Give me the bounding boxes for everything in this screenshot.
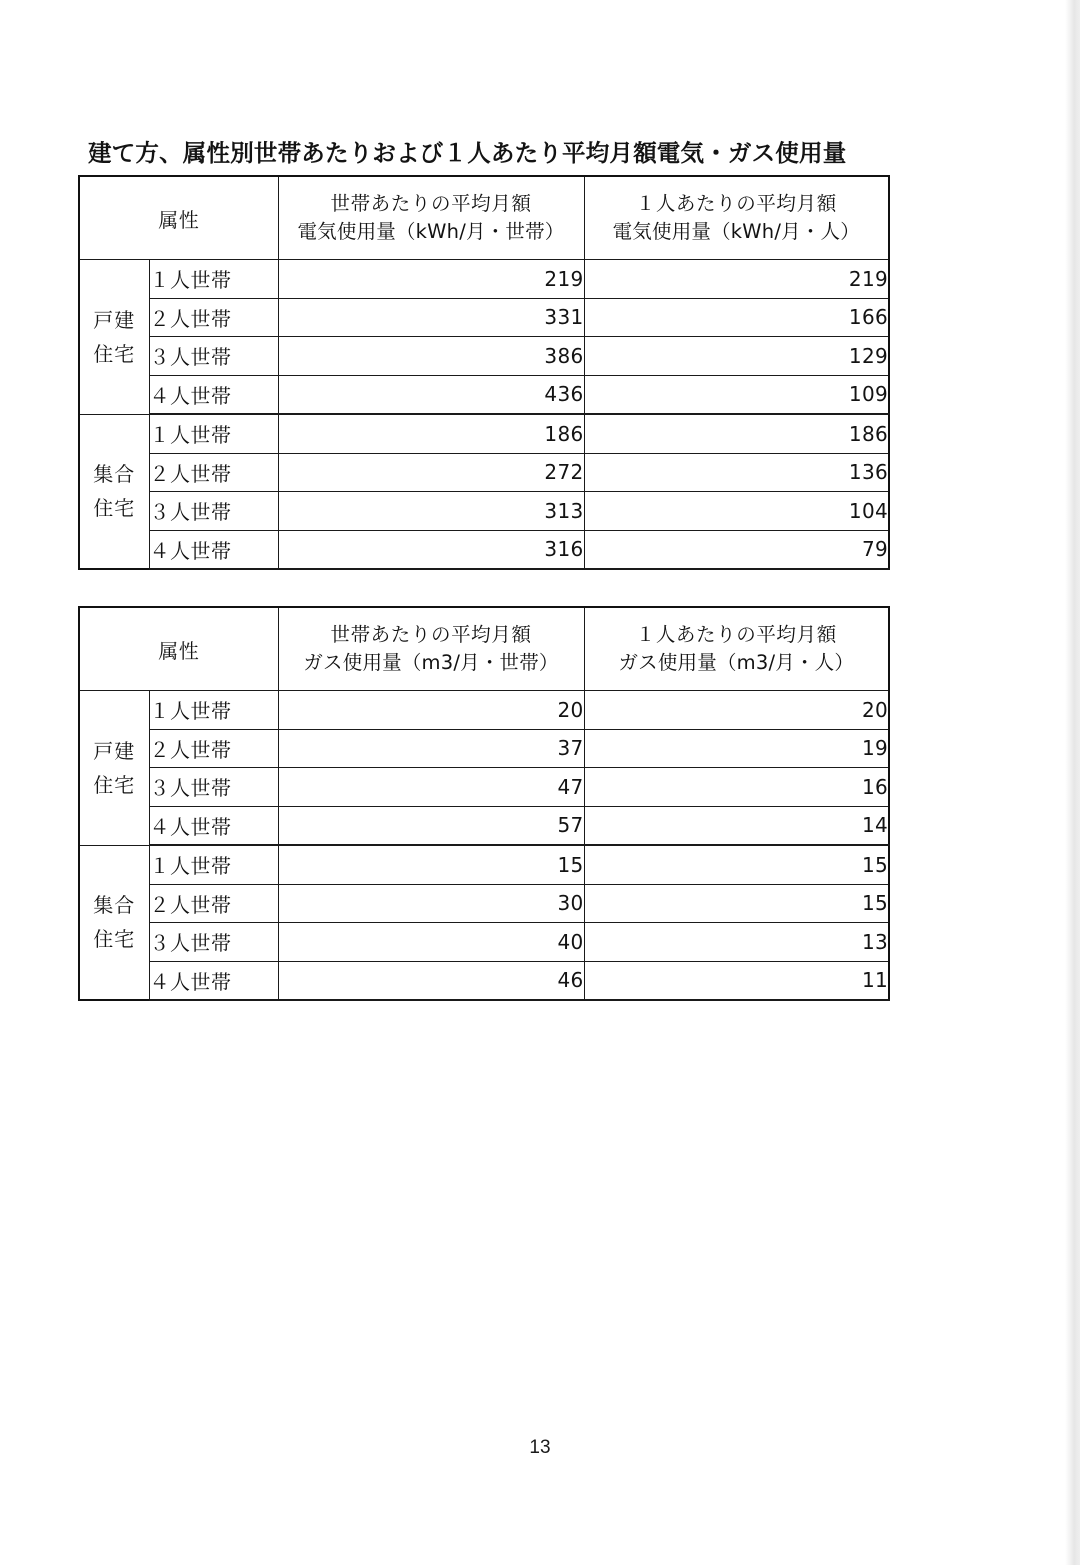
table-header-row (79, 607, 889, 691)
value-per-person: 14 (584, 806, 889, 845)
table-row (79, 961, 889, 1000)
value-per-person: 20 (584, 691, 889, 730)
value-per-household: 30 (278, 884, 584, 923)
value-per-person: 19 (584, 729, 889, 768)
header-per-household (278, 607, 584, 691)
value-per-person: 109 (584, 375, 889, 414)
header-per-person-line1: １人あたりの平均月額 (635, 622, 837, 646)
header-per-person (584, 607, 889, 691)
header-per-household (278, 176, 584, 260)
building-type-label (79, 691, 149, 846)
value-per-household: 20 (278, 691, 584, 730)
header-attribute: 属性 (79, 607, 278, 691)
table-row (79, 375, 889, 414)
building-type-line2: 住宅 (93, 772, 136, 797)
value-per-person: 11 (584, 961, 889, 1000)
value-per-person: 79 (584, 530, 889, 569)
header-attribute: 属性 (79, 176, 278, 260)
value-per-person: 136 (584, 453, 889, 492)
table-row (79, 845, 889, 884)
value-per-household: 386 (278, 337, 584, 376)
building-type-line1: 戸建 (93, 738, 136, 763)
value-per-person: 186 (584, 414, 889, 453)
building-type-line1: 戸建 (93, 307, 136, 332)
value-per-person: 13 (584, 923, 889, 962)
building-type-line1: 集合 (93, 893, 136, 918)
household-size-label: ３人世帯 (149, 492, 278, 531)
household-size-label: ４人世帯 (149, 530, 278, 569)
value-per-household: 57 (278, 806, 584, 845)
table-row (79, 260, 889, 299)
building-type-line1: 集合 (93, 462, 136, 487)
household-size-label: ３人世帯 (149, 923, 278, 962)
header-per-person (584, 176, 889, 260)
value-per-household: 436 (278, 375, 584, 414)
value-per-household: 331 (278, 298, 584, 337)
value-per-household: 40 (278, 923, 584, 962)
building-type-label (79, 845, 149, 1000)
household-size-label: １人世帯 (149, 845, 278, 884)
value-per-person: 15 (584, 884, 889, 923)
header-per-household-line2: ガス使用量（m3/月・世帯） (303, 651, 559, 675)
value-per-person: 15 (584, 845, 889, 884)
household-size-label: ４人世帯 (149, 375, 278, 414)
household-size-label: ３人世帯 (149, 768, 278, 807)
table-row (79, 453, 889, 492)
table-row (79, 884, 889, 923)
page-title: 建て方、属性別世帯あたりおよび１人あたり平均月額電気・ガス使用量 (88, 139, 847, 167)
value-per-household: 47 (278, 768, 584, 807)
value-per-person: 16 (584, 768, 889, 807)
household-size-label: ３人世帯 (149, 337, 278, 376)
table-row (79, 691, 889, 730)
value-per-person: 166 (584, 298, 889, 337)
value-per-household: 186 (278, 414, 584, 453)
value-per-household: 272 (278, 453, 584, 492)
header-per-person-line1: １人あたりの平均月額 (635, 191, 837, 215)
building-type-label (79, 260, 149, 415)
table-row (79, 768, 889, 807)
table-header-row (79, 176, 889, 260)
value-per-person: 219 (584, 260, 889, 299)
table-row (79, 729, 889, 768)
building-type-line2: 住宅 (93, 927, 136, 952)
household-size-label: ２人世帯 (149, 298, 278, 337)
building-type-label (79, 414, 149, 569)
value-per-household: 219 (278, 260, 584, 299)
header-per-person-line2: 電気使用量（kWh/月・人） (612, 220, 860, 244)
electricity-usage-table (78, 175, 890, 570)
household-size-label: ４人世帯 (149, 961, 278, 1000)
household-size-label: １人世帯 (149, 691, 278, 730)
household-size-label: ２人世帯 (149, 884, 278, 923)
header-per-household-line1: 世帯あたりの平均月額 (330, 191, 532, 215)
value-per-person: 129 (584, 337, 889, 376)
value-per-person: 104 (584, 492, 889, 531)
page-number: 13 (529, 1437, 551, 1458)
table-spacer (78, 570, 888, 606)
household-size-label: １人世帯 (149, 414, 278, 453)
table-row (79, 923, 889, 962)
value-per-household: 37 (278, 729, 584, 768)
value-per-household: 15 (278, 845, 584, 884)
table-row (79, 337, 889, 376)
gas-usage-table (78, 606, 890, 1001)
table-row (79, 414, 889, 453)
page-content (78, 140, 888, 1001)
header-per-person-line2: ガス使用量（m3/月・人） (618, 651, 855, 675)
value-per-household: 313 (278, 492, 584, 531)
table-row (79, 806, 889, 845)
household-size-label: ４人世帯 (149, 806, 278, 845)
table-row (79, 530, 889, 569)
header-per-household-line2: 電気使用量（kWh/月・世帯） (297, 220, 565, 244)
household-size-label: １人世帯 (149, 260, 278, 299)
building-type-line2: 住宅 (93, 496, 136, 521)
table-row (79, 492, 889, 531)
table-row (79, 298, 889, 337)
page-edge-shadow (1065, 0, 1080, 1565)
value-per-household: 316 (278, 530, 584, 569)
household-size-label: ２人世帯 (149, 453, 278, 492)
header-per-household-line1: 世帯あたりの平均月額 (330, 622, 532, 646)
building-type-line2: 住宅 (93, 341, 136, 366)
household-size-label: ２人世帯 (149, 729, 278, 768)
value-per-household: 46 (278, 961, 584, 1000)
